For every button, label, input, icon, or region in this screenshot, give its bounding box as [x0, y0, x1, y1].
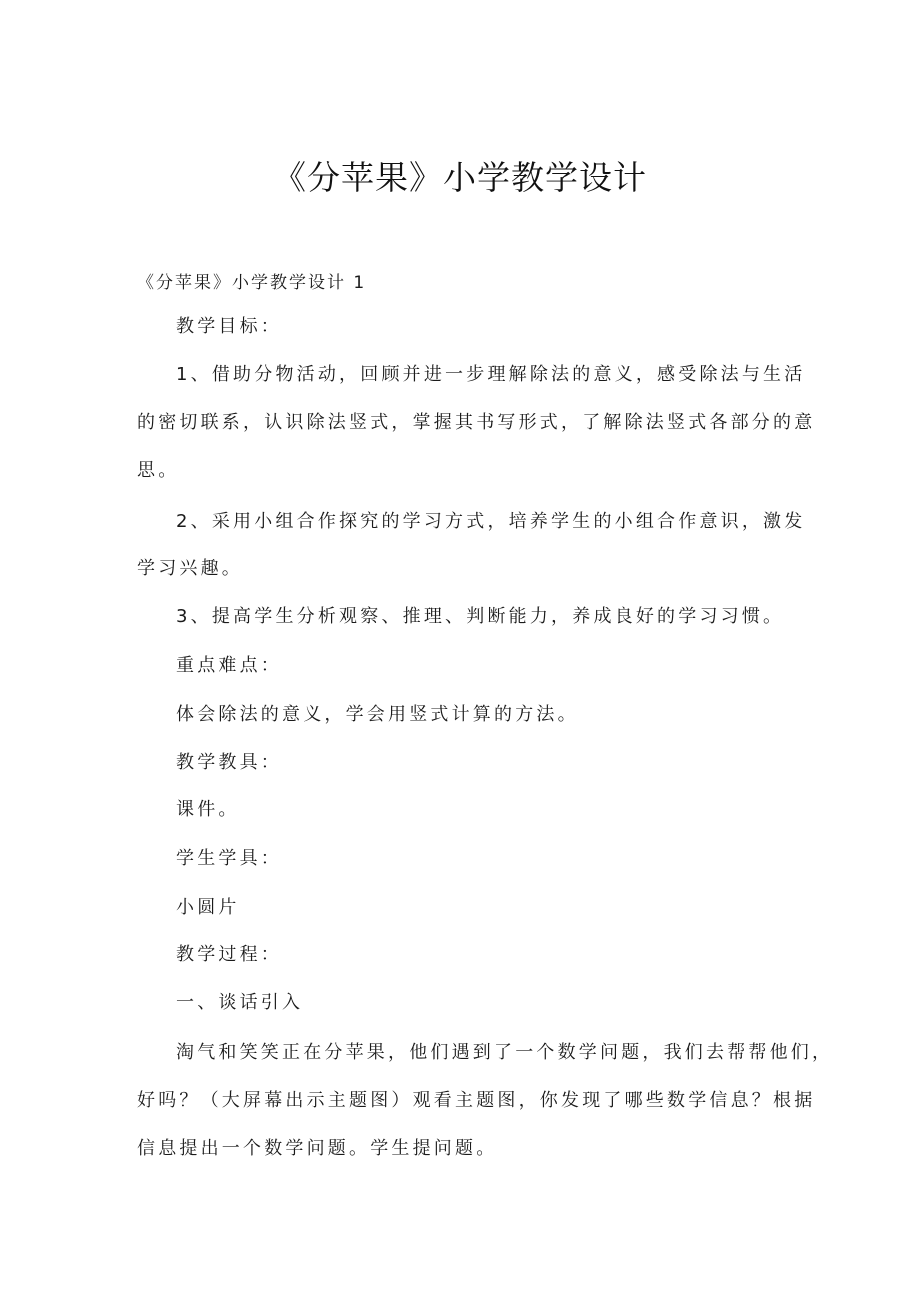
section-heading-student-aids: 学生学具：	[176, 848, 282, 869]
section-heading-process: 教学过程：	[176, 944, 282, 965]
section-heading-key-points: 重点难点：	[176, 655, 282, 676]
paragraph-line: 信息提出一个数学问题。学生提问题。	[137, 1138, 498, 1159]
paragraph-line: 淘气和笑笑正在分苹果，他们遇到了一个数学问题，我们去帮帮他们，	[176, 1042, 834, 1063]
document-title: 《分苹果》小学教学设计	[273, 158, 647, 197]
document-subtitle: 《分苹果》小学教学设计 1	[137, 273, 367, 293]
paragraph-line: 小圆片	[176, 897, 240, 918]
paragraph-line: 课件。	[176, 799, 240, 820]
paragraph-line: 1、借助分物活动，回顾并进一步理解除法的意义，感受除法与生活	[176, 364, 806, 385]
paragraph-line: 的密切联系，认识除法竖式，掌握其书写形式，了解除法竖式各部分的意	[137, 412, 816, 433]
paragraph-line: 学习兴趣。	[137, 558, 243, 579]
section-heading-teaching-aids: 教学教具：	[176, 752, 282, 773]
paragraph-line: 2、采用小组合作探究的学习方式，培养学生的小组合作意识，激发	[176, 511, 806, 532]
paragraph-line: 体会除法的意义，学会用竖式计算的方法。	[176, 704, 579, 725]
paragraph-line: 思。	[137, 460, 180, 481]
paragraph-line: 3、提高学生分析观察、推理、判断能力，养成良好的学习习惯。	[176, 606, 785, 627]
paragraph-line: 好吗？（大屏幕出示主题图）观看主题图，你发现了哪些数学信息？根据	[137, 1090, 816, 1111]
section-heading-objectives: 教学目标：	[176, 316, 282, 337]
section-heading-introduction: 一、谈话引入	[176, 992, 304, 1013]
